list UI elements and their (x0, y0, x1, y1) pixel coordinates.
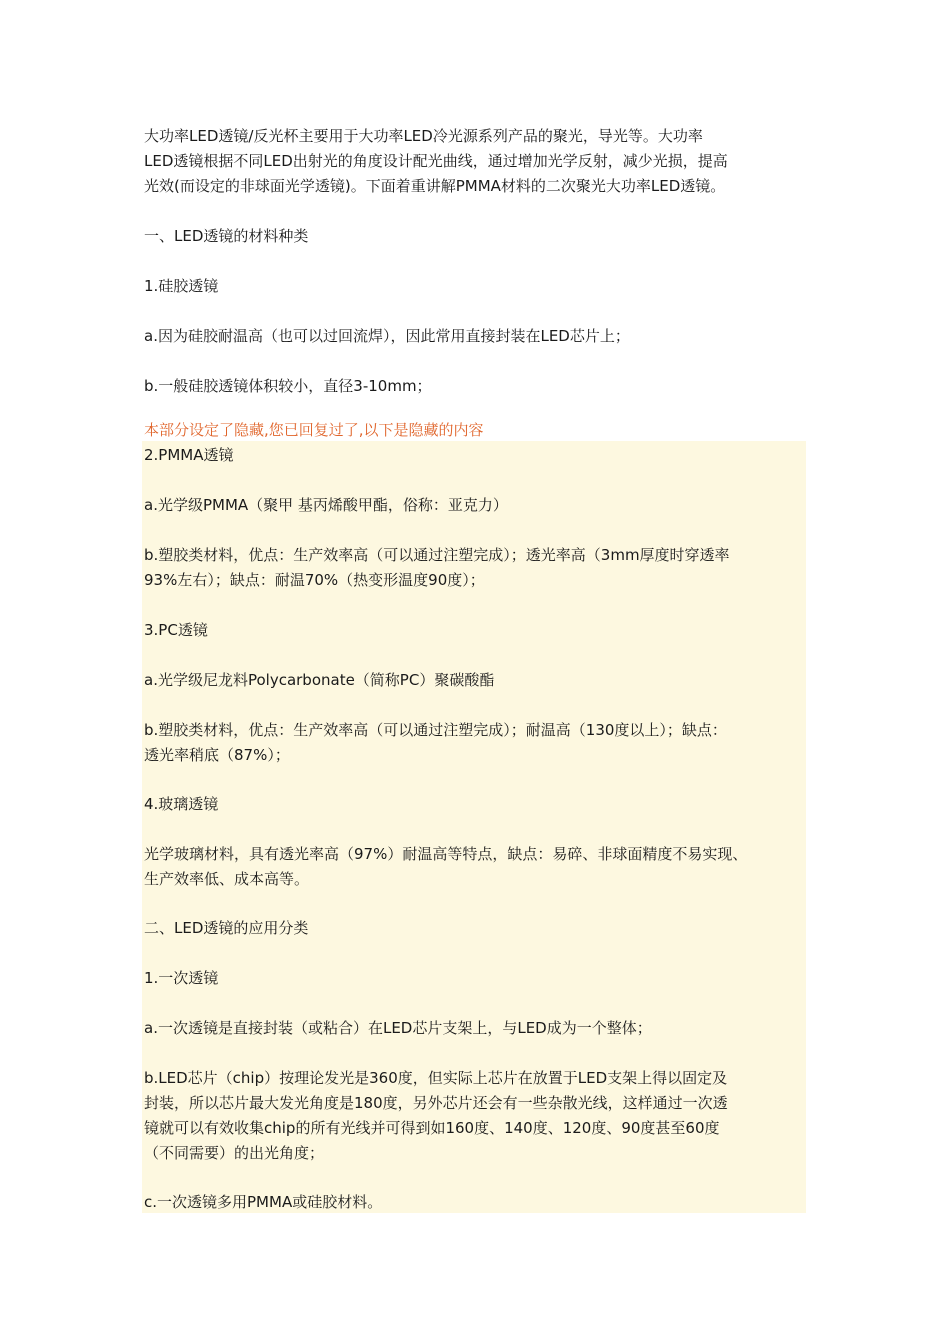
pmma-heading: 2.PMMA透镜 (144, 446, 234, 464)
pc-point-b-line-1: b.塑胶类材料，优点：生产效率高（可以通过注塑完成）；耐温高（130度以上）；缺点： (144, 721, 727, 739)
glass-heading: 4.玻璃透镜 (144, 795, 219, 813)
silicone-point-b: b.一般硅胶透镜体积较小，直径3-10mm； (144, 377, 432, 395)
primary-lens-point-b-line-1: b.LED芯片（chip）按理论发光是360度，但实际上芯片在放置于LED支架上得以固定及 (144, 1069, 728, 1087)
primary-lens-point-a: a.一次透镜是直接封装（或粘合）在LED芯片支架上，与LED成为一个整体； (144, 1019, 652, 1037)
pc-heading: 3.PC透镜 (144, 621, 208, 639)
primary-lens-heading: 1.一次透镜 (144, 969, 219, 987)
pmma-point-b-line-1: b.塑胶类材料，优点：生产效率高（可以通过注塑完成）；透光率高（3mm厚度时穿透率 (144, 546, 730, 564)
section-2-title: 二、LED透镜的应用分类 (144, 919, 309, 937)
silicone-point-a: a.因为硅胶耐温高（也可以过回流焊），因此常用直接封装在LED芯片上； (144, 327, 630, 345)
pc-point-a: a.光学级尼龙料Polycarbonate（简称PC）聚碳酸酯 (144, 671, 495, 689)
pmma-point-a: a.光学级PMMA（聚甲 基丙烯酸甲酯，俗称：亚克力） (144, 496, 508, 514)
silicone-heading: 1.硅胶透镜 (144, 277, 219, 295)
intro-line-1: 大功率LED透镜/反光杯主要用于大功率LED冷光源系列产品的聚光，导光等。大功率 (144, 127, 703, 145)
primary-lens-point-b-line-4: （不同需要）的出光角度； (144, 1144, 325, 1162)
section-1-title: 一、LED透镜的材料种类 (144, 227, 309, 245)
pmma-point-b-line-2: 93%左右）；缺点：耐温70%（热变形温度90度）； (144, 571, 485, 589)
glass-desc-line-1: 光学玻璃材料，具有透光率高（97%）耐温高等特点，缺点：易碎、非球面精度不易实现、 (144, 845, 748, 863)
primary-lens-point-b-line-3: 镜就可以有效收集chip的所有光线并可得到如160度、140度、120度、90度甚至60度 (144, 1119, 720, 1137)
glass-desc-line-2: 生产效率低、成本高等。 (144, 870, 310, 888)
intro-line-2: LED透镜根据不同LED出射光的角度设计配光曲线，通过增加光学反射，减少光损，提高 (144, 152, 728, 170)
pc-point-b-line-2: 透光率稍底（87%）； (144, 746, 290, 764)
intro-line-3: 光效(而设定的非球面光学透镜)。下面着重讲解PMMA材料的二次聚光大功率LED透镜。 (144, 177, 726, 195)
primary-lens-point-c: c.一次透镜多用PMMA或硅胶材料。 (144, 1193, 383, 1211)
hidden-content-notice: 本部分设定了隐藏,您已回复过了,以下是隐藏的内容 (144, 421, 484, 439)
primary-lens-point-b-line-2: 封装，所以芯片最大发光角度是180度，另外芯片还会有一些杂散光线，这样通过一次透 (144, 1094, 728, 1112)
